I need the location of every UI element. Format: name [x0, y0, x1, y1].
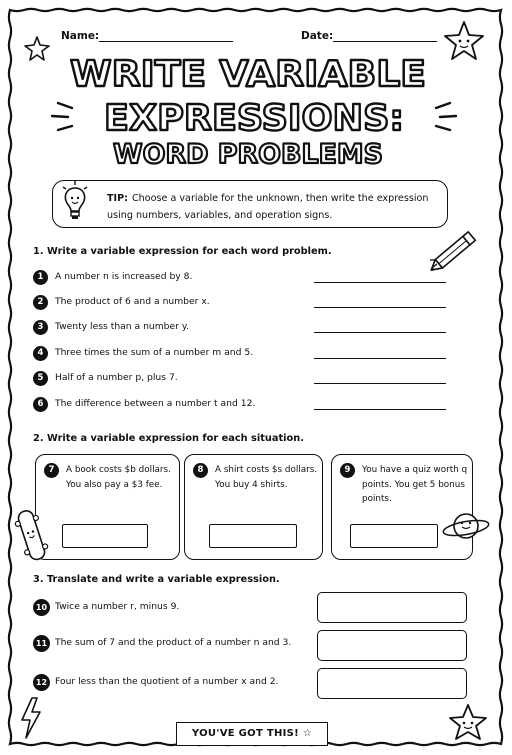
card-text-line: You have a quiz worth q: [362, 465, 468, 475]
date-field[interactable]: [333, 41, 437, 42]
answer-line[interactable]: [314, 307, 446, 308]
answer-line[interactable]: [314, 409, 446, 410]
card-text-line: points.: [362, 494, 392, 504]
question-text: Twenty less than a number y.: [55, 321, 189, 332]
lightbulb-icon: [58, 180, 92, 224]
card-text-line: A book costs $b dollars.: [66, 465, 171, 475]
question-number: 6: [33, 397, 48, 412]
answer-line[interactable]: [314, 332, 446, 333]
situation-card-7: [35, 454, 180, 560]
question-number: 5: [33, 371, 48, 386]
question-number: 10: [33, 599, 50, 616]
question-number: 3: [33, 320, 48, 335]
answer-box-10[interactable]: [317, 592, 467, 623]
answer-line[interactable]: [314, 282, 446, 283]
section-1-heading: 1. Write a variable expression for each word problem.: [33, 246, 332, 257]
pencil-icon: [428, 224, 484, 276]
situation-card-8: [184, 454, 323, 560]
answer-box-12[interactable]: [317, 668, 467, 699]
question-number: 12: [33, 674, 50, 691]
encouragement-banner: YOU'VE GOT THIS! ☆: [176, 722, 328, 746]
card-text-line: You also pay a $3 fee.: [66, 479, 163, 490]
section-3-heading: 3. Translate and write a variable expression.: [33, 574, 280, 585]
smiling-star-icon: [446, 702, 490, 746]
title-line-2: EXPRESSIONS:: [104, 98, 404, 139]
word-problem-4: [33, 346, 473, 364]
question-number: 4: [33, 346, 48, 361]
question-text: The sum of 7 and the product of a number n and 3.: [55, 637, 292, 648]
word-problem-6: [33, 397, 473, 415]
tip-body: Choose a variable for the unknown, then write the expression using numbers, variables, and operation signs.: [107, 193, 429, 221]
question-text: Four less than the quotient of a number x and 2.: [55, 676, 279, 687]
skateboard-icon: [14, 506, 50, 564]
name-field[interactable]: [99, 41, 233, 42]
word-problem-1: [33, 270, 473, 288]
smiling-star-icon: [440, 18, 488, 66]
question-text: The product of 6 and a number x.: [55, 296, 210, 307]
title-line-1: WRITE VARIABLE: [70, 54, 426, 95]
word-problem-5: [33, 371, 473, 389]
question-number: 7: [44, 463, 59, 478]
question-text: The difference between a number t and 12.: [55, 398, 256, 409]
tip-label: TIP:: [107, 193, 128, 204]
card-text-line: You buy 4 shirts.: [215, 479, 288, 490]
question-number: 9: [340, 463, 355, 478]
card-text-line: points. You get 5 bonus: [362, 479, 465, 490]
answer-line[interactable]: [314, 383, 446, 384]
section-2-heading: 2. Write a variable expression for each situation.: [33, 433, 304, 444]
date-label: Date:: [301, 30, 334, 42]
answer-line[interactable]: [314, 358, 446, 359]
answer-box-8[interactable]: [209, 524, 297, 548]
card-text-line: A shirt costs $s dollars.: [215, 465, 318, 475]
answer-box-11[interactable]: [317, 630, 467, 661]
star-icon: [22, 34, 52, 64]
tip-text: [107, 190, 442, 224]
planet-icon: [440, 505, 492, 547]
question-text: Half of a number p, plus 7.: [55, 372, 178, 383]
word-problem-2: [33, 295, 473, 313]
question-number: 2: [33, 295, 48, 310]
answer-box-7[interactable]: [62, 524, 148, 548]
question-number: 1: [33, 270, 48, 285]
word-problem-3: [33, 320, 473, 338]
lightning-bolt-icon: [18, 696, 44, 740]
title-line-3: WORD PROBLEMS: [113, 139, 383, 170]
question-text: Three times the sum of a number m and 5.: [55, 347, 254, 358]
worksheet-title: [0, 48, 512, 178]
question-number: 8: [193, 463, 208, 478]
question-text: Twice a number r, minus 9.: [55, 601, 180, 612]
answer-box-9[interactable]: [350, 524, 438, 548]
name-label: Name:: [61, 30, 100, 42]
question-text: A number n is increased by 8.: [55, 271, 193, 282]
question-number: 11: [33, 635, 50, 652]
